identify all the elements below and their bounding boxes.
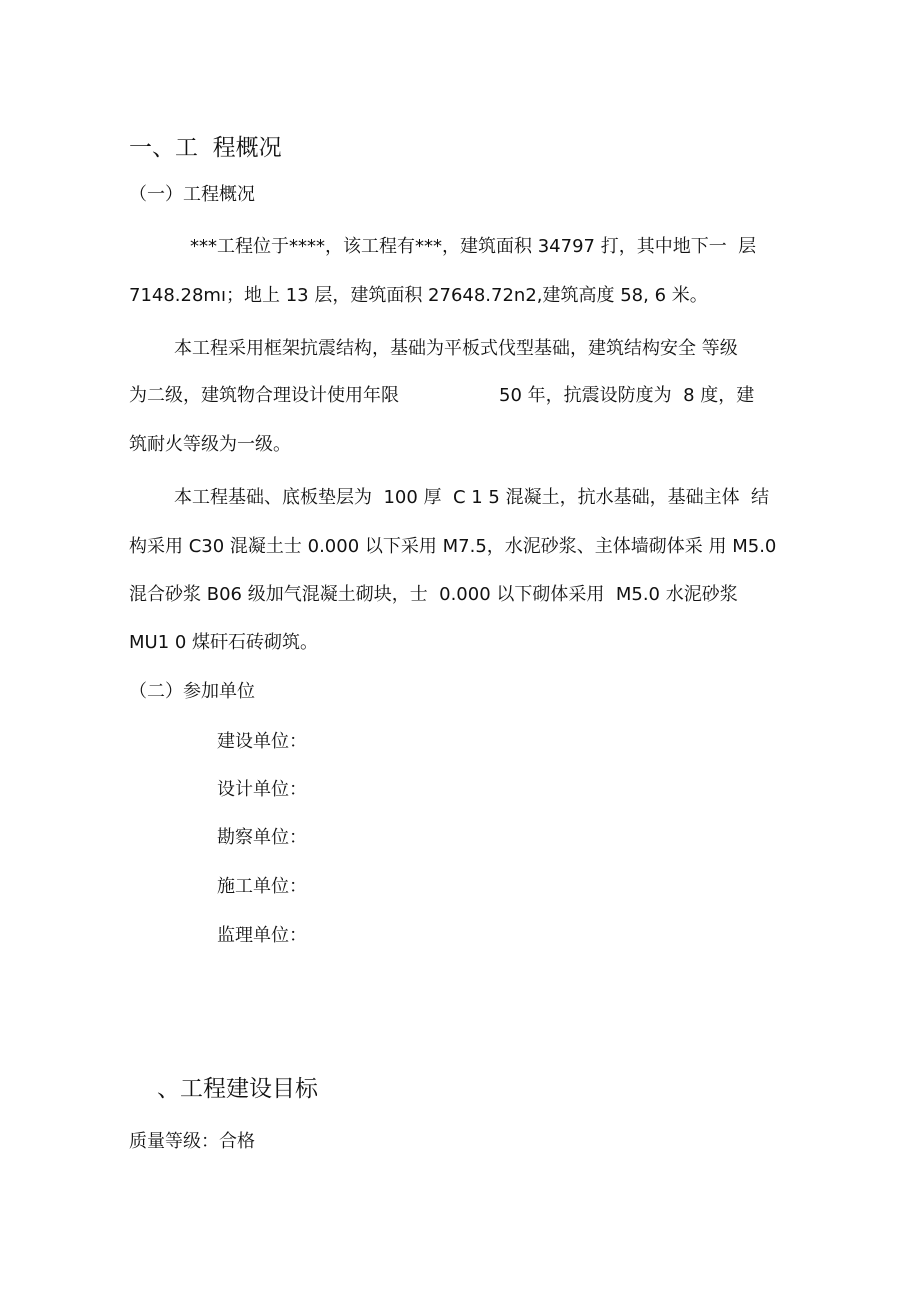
paragraph-line: ***工程位于****，该工程有***，建筑面积 34797 打，其中地下一 层 (190, 236, 757, 257)
paragraph-line: 为二级，建筑物合理设计使用年限 (129, 385, 399, 406)
subsection-title-overview: （一）工程概况 (129, 184, 255, 205)
paragraph-line: 混合砂浆 B06 级加气混凝土砌块，士 0.000 以下砌体采用 M5.0 水泥砂浆 (129, 584, 738, 605)
paragraph-line: 本工程采用框架抗震结构，基础为平板式伐型基础，建筑结构安全 等级 (174, 338, 738, 359)
unit-label-contractor: 施工单位： (217, 876, 307, 897)
section-heading-overview: 一、工 程概况 (129, 135, 282, 161)
section-heading-goals: 、工程建设目标 (157, 1076, 318, 1102)
unit-label-construction: 建设单位： (217, 731, 307, 752)
paragraph-line: 本工程基础、底板垫层为 100 厚 C 1 5 混凝土，抗水基础，基础主体 结 (174, 487, 770, 508)
subsection-title-participants: （二）参加单位 (129, 681, 255, 702)
unit-label-design: 设计单位： (217, 779, 307, 800)
paragraph-line: 50 年，抗震设防度为 8 度，建 (499, 385, 755, 406)
paragraph-line: MU1 0 煤矸石砖砌筑。 (129, 632, 319, 653)
unit-label-survey: 勘察单位： (217, 827, 307, 848)
paragraph-line: 筑耐火等级为一级。 (129, 434, 291, 455)
paragraph-line: 7148.28mı；地上 13 层，建筑面积 27648.72n2,建筑高度 58, 6 米。 (129, 285, 708, 306)
quality-grade: 质量等级：合格 (129, 1131, 255, 1152)
paragraph-line: 构采用 C30 混凝土士 0.000 以下采用 M7.5，水泥砂浆、主体墙砌体采 用 M5.0 (129, 536, 777, 557)
unit-label-supervision: 监理单位： (217, 925, 307, 946)
